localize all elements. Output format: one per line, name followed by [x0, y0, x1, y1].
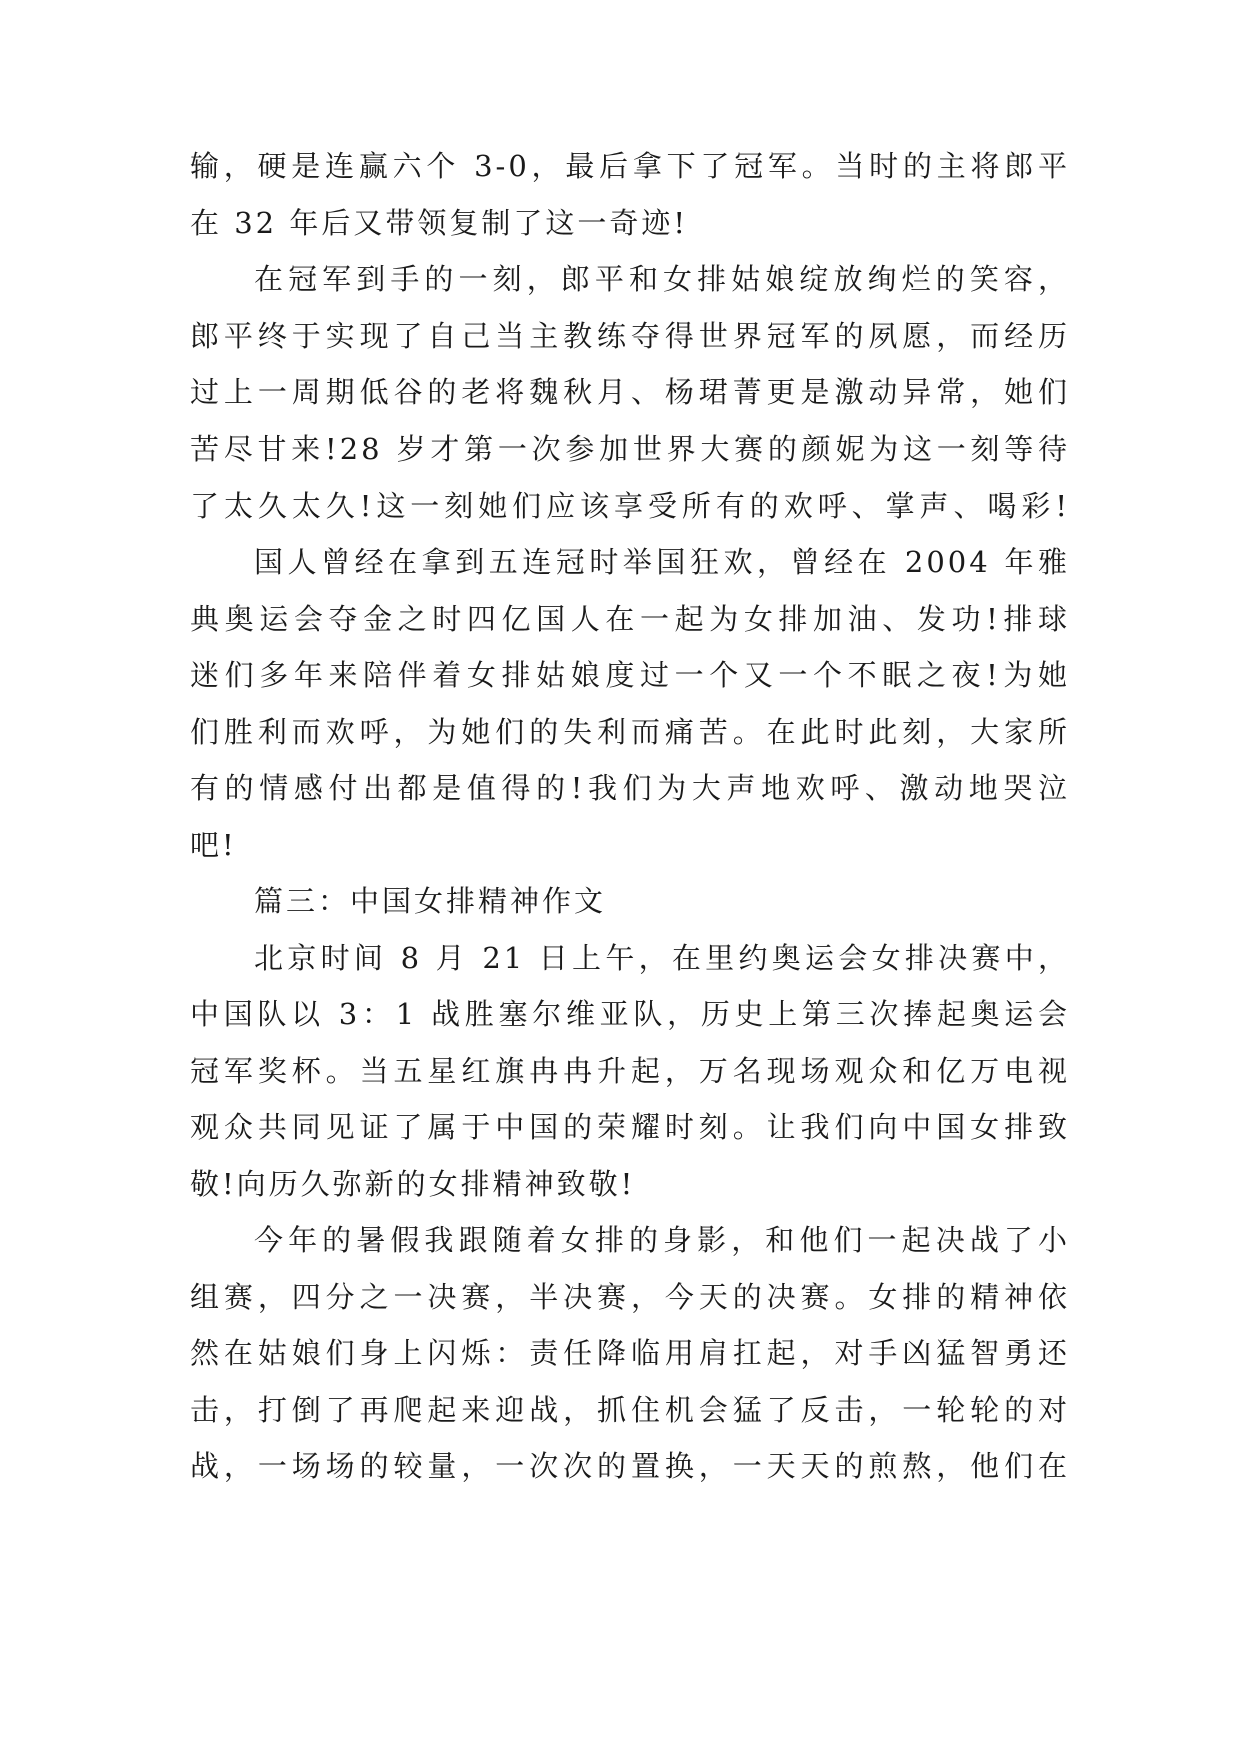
paragraph-first-line: 北京时间 8 月 21 日上午，在里约奥运会女排决赛中，	[254, 941, 1070, 975]
paragraph-first-line: 国人曾经在拿到五连冠时举国狂欢，曾经在 2004 年雅	[254, 545, 1070, 579]
text-line: 然在姑娘们身上闪烁：责任降临用肩扛起，对手凶猛智勇还	[190, 1336, 1070, 1370]
text-line: 冠军奖杯。当五星红旗冉冉升起，万名现场观众和亿万电视	[190, 1054, 1070, 1088]
text-line: 郎平终于实现了自己当主教练夺得世界冠军的夙愿，而经历	[190, 319, 1070, 353]
text-line: 吧!	[190, 828, 237, 862]
text-line: 典奥运会夺金之时四亿国人在一起为女排加油、发功!排球	[190, 602, 1070, 636]
text-line: 击，打倒了再爬起来迎战，抓住机会猛了反击，一轮轮的对	[190, 1393, 1070, 1427]
text-line: 输，硬是连赢六个 3-0，最后拿下了冠军。当时的主将郎平	[190, 149, 1070, 183]
text-line: 在 32 年后又带领复制了这一奇迹!	[190, 206, 688, 240]
text-line: 迷们多年来陪伴着女排姑娘度过一个又一个不眠之夜!为她	[190, 658, 1070, 692]
text-line: 过上一周期低谷的老将魏秋月、杨珺菁更是激动异常，她们	[190, 375, 1070, 409]
text-line: 组赛，四分之一决赛，半决赛，今天的决赛。女排的精神依	[190, 1280, 1070, 1314]
text-line: 们胜利而欢呼，为她们的失利而痛苦。在此时此刻，大家所	[190, 715, 1070, 749]
paragraph-first-line: 在冠军到手的一刻，郎平和女排姑娘绽放绚烂的笑容，	[254, 262, 1070, 296]
section-heading: 篇三：中国女排精神作文	[254, 884, 607, 918]
text-line: 战，一场场的较量，一次次的置换，一天天的煎熬，他们在	[190, 1449, 1070, 1483]
text-line: 敬!向历久弥新的女排精神致敬!	[190, 1167, 636, 1201]
text-line: 中国队以 3：1 战胜塞尔维亚队，历史上第三次捧起奥运会	[190, 997, 1070, 1031]
text-line: 苦尽甘来!28 岁才第一次参加世界大赛的颜妮为这一刻等待	[190, 432, 1070, 466]
text-line: 有的情感付出都是值得的!我们为大声地欢呼、激动地哭泣	[190, 771, 1070, 805]
text-line: 观众共同见证了属于中国的荣耀时刻。让我们向中国女排致	[190, 1110, 1070, 1144]
text-line: 了太久太久!这一刻她们应该享受所有的欢呼、掌声、喝彩!	[190, 489, 1070, 523]
paragraph-first-line: 今年的暑假我跟随着女排的身影，和他们一起决战了小	[254, 1223, 1070, 1257]
